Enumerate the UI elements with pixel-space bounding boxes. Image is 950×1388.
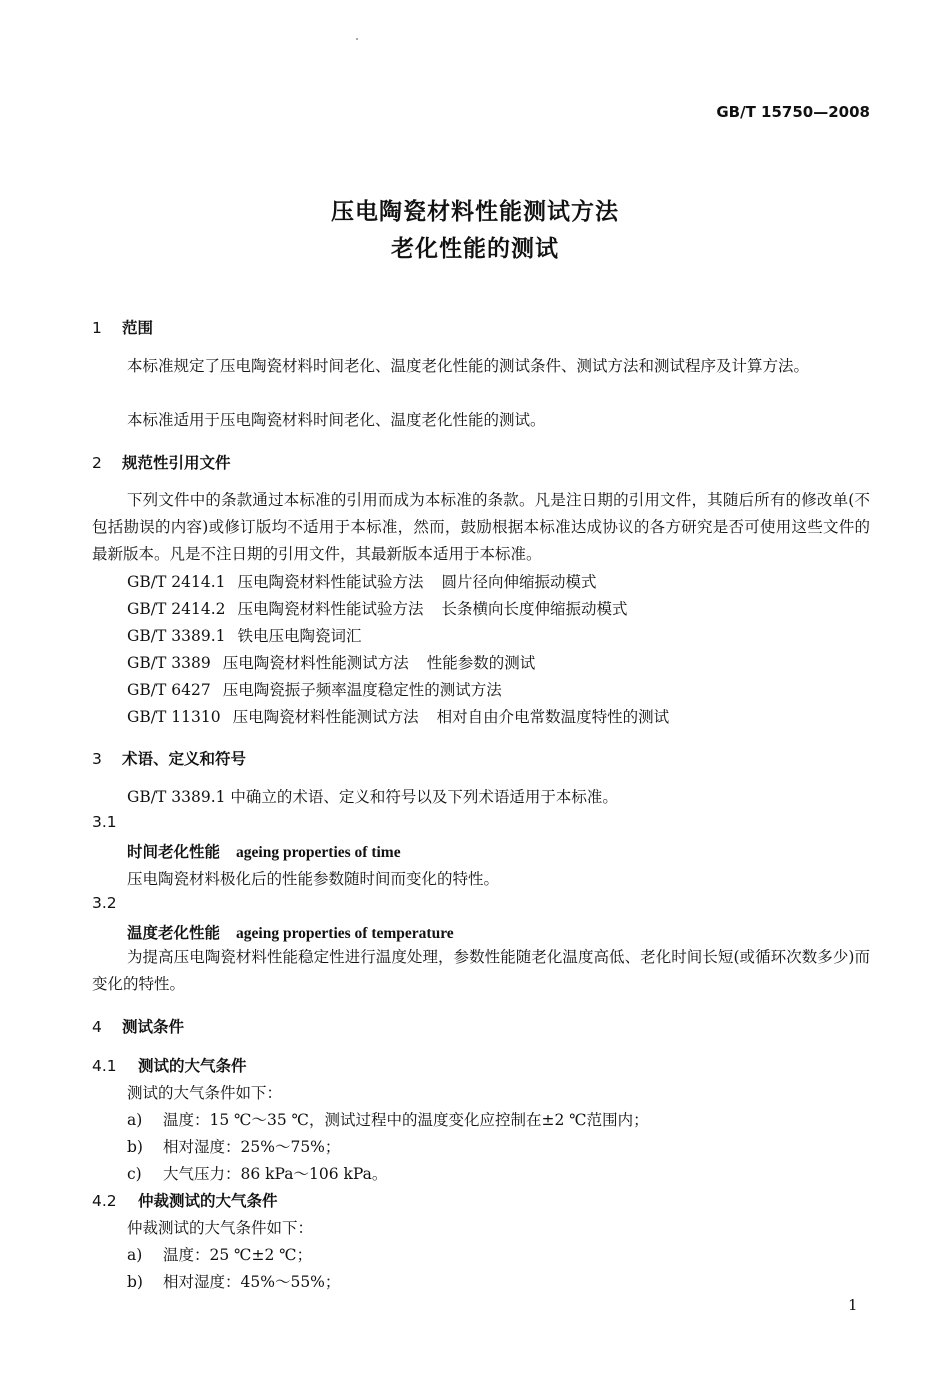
reference-title: 压电陶瓷材料性能试验方法 xyxy=(237,573,424,591)
list-text: 温度：15 ℃～35 ℃，测试过程中的温度变化应控制在±2 ℃范围内； xyxy=(163,1111,649,1129)
term-number: 3.2 xyxy=(92,894,117,912)
term-en: ageing properties of temperature xyxy=(236,925,454,942)
paragraph: 本标准适用于压电陶瓷材料时间老化、温度老化性能的测试。 xyxy=(127,411,546,429)
reference-title: 压电陶瓷振子频率温度稳定性的测试方法 xyxy=(222,681,502,699)
section-title: 范围 xyxy=(122,319,154,337)
term-zh: 时间老化性能 xyxy=(127,842,221,861)
subsection-4-2-heading xyxy=(92,1189,278,1211)
list-item xyxy=(127,1135,340,1157)
list-item xyxy=(127,1270,340,1292)
subsection-number: 4.2 xyxy=(92,1192,117,1210)
subsection-4-1-heading xyxy=(92,1054,247,1076)
list-text: 相对湿度：25%～75%； xyxy=(163,1138,341,1156)
paragraph: 下列文件中的条款通过本标准的引用而成为本标准的条款。凡是注日期的引用文件，其随后所有的修改单(不包括勘误的内容)或修订版均不适用于本标准，然而，鼓励根据本标准达成协议的各方研究是否可使用这些文件的最新版本。凡是不注日期的引用文件，其最新版本适用于本标准。 xyxy=(92,491,870,563)
list-text: 大气压力：86 kPa～106 kPa。 xyxy=(163,1165,388,1183)
list-text: 温度：25 ℃±2 ℃； xyxy=(163,1246,313,1264)
reference-code: GB/T 2414.2 xyxy=(127,600,226,618)
reference-item xyxy=(127,651,535,673)
reference-subtitle: 圆片径向伸缩振动模式 xyxy=(441,573,597,591)
reference-subtitle: 性能参数的测试 xyxy=(426,654,536,672)
reference-subtitle: 长条横向长度伸缩振动模式 xyxy=(441,600,628,618)
reference-subtitle: 相对自由介电常数温度特性的测试 xyxy=(436,708,670,726)
reference-item xyxy=(127,705,669,727)
reference-code: GB/T 6427 xyxy=(127,681,211,699)
list-item xyxy=(127,1162,387,1184)
subsection-title: 仲裁测试的大气条件 xyxy=(138,1192,278,1210)
term-definition: 压电陶瓷材料极化后的性能参数随时间而变化的特性。 xyxy=(127,870,500,888)
list-label: a) xyxy=(127,1246,143,1264)
list-label: c) xyxy=(127,1165,142,1183)
section-1-heading xyxy=(92,316,153,338)
section-2-heading xyxy=(92,451,231,473)
reference-item xyxy=(127,597,628,619)
section-title: 术语、定义和符号 xyxy=(122,750,247,768)
section-title: 测试条件 xyxy=(122,1018,185,1036)
document-subtitle: 老化性能的测试 xyxy=(391,236,559,262)
reference-code: GB/T 3389 xyxy=(127,654,211,672)
term-en: ageing properties of time xyxy=(236,844,401,861)
list-item xyxy=(127,1108,649,1130)
reference-code: GB/T 2414.1 xyxy=(127,573,226,591)
list-intro: 测试的大气条件如下： xyxy=(127,1084,283,1102)
section-title: 规范性引用文件 xyxy=(122,454,231,472)
term-heading xyxy=(127,840,401,862)
standard-number: GB/T 15750—2008 xyxy=(716,103,870,121)
section-number: 4 xyxy=(92,1018,102,1036)
section-4-heading xyxy=(92,1015,184,1037)
reference-title: 压电陶瓷材料性能测试方法 xyxy=(222,654,409,672)
list-label: a) xyxy=(127,1111,143,1129)
section-number: 1 xyxy=(92,319,102,337)
section-number: 3 xyxy=(92,750,102,768)
term-definition: 为提高压电陶瓷材料性能稳定性进行温度处理，参数性能随老化温度高低、老化时间长短(或循环次数多少)而变化的特性。 xyxy=(92,948,870,993)
scan-speck xyxy=(356,38,358,40)
list-text: 相对湿度：45%～55%； xyxy=(163,1273,341,1291)
list-label: b) xyxy=(127,1138,143,1156)
reference-code: GB/T 3389.1 xyxy=(127,627,226,645)
reference-title: 铁电压电陶瓷词汇 xyxy=(237,627,362,645)
document-title: 压电陶瓷材料性能测试方法 xyxy=(331,199,619,225)
reference-item xyxy=(127,624,362,646)
list-label: b) xyxy=(127,1273,143,1291)
page-number: 1 xyxy=(848,1296,858,1314)
reference-item xyxy=(127,570,597,592)
section-3-heading xyxy=(92,747,246,769)
reference-title: 压电陶瓷材料性能测试方法 xyxy=(232,708,419,726)
list-intro: 仲裁测试的大气条件如下： xyxy=(127,1219,314,1237)
paragraph: GB/T 3389.1 中确立的术语、定义和符号以及下列术语适用于本标准。 xyxy=(127,788,618,806)
reference-item xyxy=(127,678,502,700)
term-heading xyxy=(127,921,454,943)
term-zh: 温度老化性能 xyxy=(127,923,221,942)
list-item xyxy=(127,1243,312,1265)
reference-code: GB/T 11310 xyxy=(127,708,221,726)
subsection-number: 4.1 xyxy=(92,1057,117,1075)
paragraph: 本标准规定了压电陶瓷材料时间老化、温度老化性能的测试条件、测试方法和测试程序及计算方法。 xyxy=(127,357,810,375)
subsection-title: 测试的大气条件 xyxy=(138,1057,247,1075)
section-number: 2 xyxy=(92,454,102,472)
term-number: 3.1 xyxy=(92,813,117,831)
reference-title: 压电陶瓷材料性能试验方法 xyxy=(237,600,424,618)
